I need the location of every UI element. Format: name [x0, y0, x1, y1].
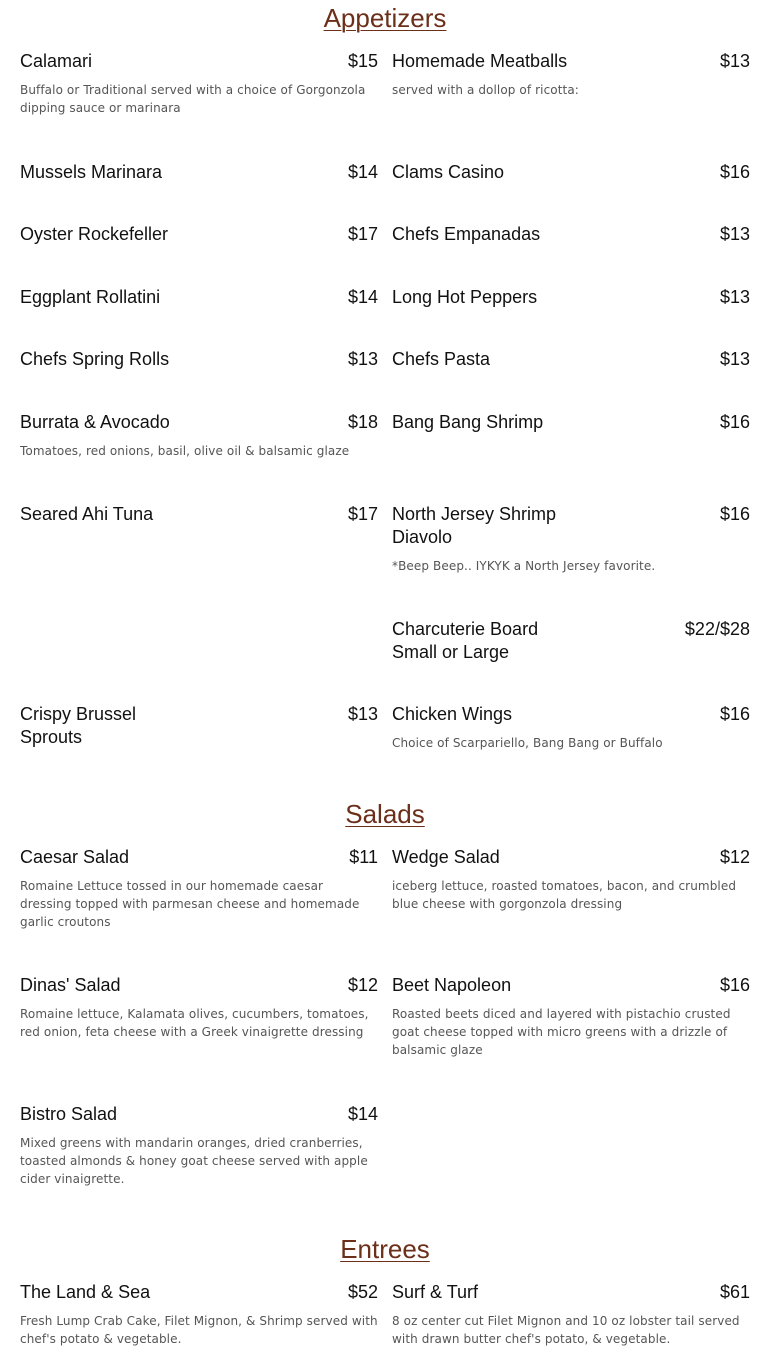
item-name: Chefs Pasta	[392, 349, 491, 369]
menu-item-beet-napoleon	[392, 974, 750, 1059]
item-price: $13	[347, 349, 378, 369]
menu-item-chefs-pasta	[392, 348, 750, 371]
item-name: Chefs Empanadas	[392, 224, 541, 244]
item-price: $13	[719, 349, 750, 369]
item-price: $14	[347, 287, 378, 307]
menu-item-bistro-salad	[20, 1103, 378, 1188]
menu-item-homemade-meatballs	[392, 50, 750, 99]
item-description: Romaine lettuce, Kalamata olives, cucumbers, tomatoes, red onion, feta cheese with a Greek vinaigrette dressing	[20, 1007, 369, 1039]
item-name: Burrata & Avocado	[20, 412, 170, 432]
menu-item-burrata-avocado	[20, 411, 378, 460]
item-price: $52	[347, 1282, 378, 1302]
item-name: Oyster Rockefeller	[20, 224, 169, 244]
item-name: Seared Ahi Tuna	[20, 504, 154, 524]
item-description: Choice of Scarpariello, Bang Bang or Buffalo	[392, 736, 663, 750]
item-name: Homemade Meatballs	[392, 51, 568, 71]
item-name: Eggplant Rollatini	[20, 287, 161, 307]
item-price: $14	[347, 162, 378, 182]
menu-item-mussels-marinara	[20, 161, 378, 184]
item-price: $17	[347, 224, 378, 244]
item-name: Charcuterie Board Small or Large	[392, 619, 539, 662]
item-price: $15	[347, 51, 378, 71]
item-price: $14	[347, 1104, 378, 1124]
item-description: Tomatoes, red onions, basil, olive oil & balsamic glaze	[20, 444, 350, 458]
item-price: $16	[719, 704, 750, 724]
item-description: Mixed greens with mandarin oranges, dried cranberries, toasted almonds & honey goat cheese served with apple cider vinaigrette.	[20, 1136, 368, 1186]
item-price: $13	[719, 287, 750, 307]
menu-item-long-hot-peppers	[392, 286, 750, 309]
menu-item-chicken-wings	[392, 703, 750, 752]
menu-item-calamari	[20, 50, 378, 117]
menu-item-chefs-empanadas	[392, 223, 750, 246]
item-price: $12	[347, 975, 378, 995]
item-name: The Land & Sea	[20, 1282, 151, 1302]
item-name: Wedge Salad	[392, 847, 500, 867]
item-name: Long Hot Peppers	[392, 287, 538, 307]
item-price: $13	[347, 704, 378, 724]
menu-item-caesar-salad	[20, 846, 378, 931]
item-description: Roasted beets diced and layered with pistachio crusted goat cheese topped with micro greens with a drizzle of balsamic glaze	[392, 1007, 731, 1057]
menu-item-eggplant-rollatini	[20, 286, 378, 309]
item-name: Chicken Wings	[392, 704, 513, 724]
item-price: $18	[347, 412, 378, 432]
item-name: North Jersey Shrimp Diavolo	[392, 504, 557, 547]
item-name: Bang Bang Shrimp	[392, 412, 544, 432]
item-name: Beet Napoleon	[392, 975, 512, 995]
item-price: $16	[719, 162, 750, 182]
menu-item-oyster-rockefeller	[20, 223, 378, 246]
menu-item-the-land-and-sea	[20, 1281, 378, 1348]
menu-item-crispy-brussel-sprouts	[20, 703, 378, 749]
item-price: $17	[347, 504, 378, 524]
item-price: $16	[719, 975, 750, 995]
item-description: Romaine Lettuce tossed in our homemade caesar dressing topped with parmesan cheese and homemade garlic croutons	[20, 879, 360, 929]
section-title-appetizers: Appetizers	[323, 3, 447, 33]
section-title-entrees: Entrees	[340, 1234, 430, 1264]
item-name: Caesar Salad	[20, 847, 130, 867]
item-price: $22/$28	[684, 619, 750, 639]
item-description: 8 oz center cut Filet Mignon and 10 oz lobster tail served with drawn butter chef's potato, & vegetable.	[392, 1314, 740, 1346]
menu-item-bang-bang-shrimp	[392, 411, 750, 434]
item-price: $12	[719, 847, 750, 867]
menu-item-seared-ahi-tuna	[20, 503, 378, 526]
item-description: *Beep Beep.. IYKYK a North Jersey favorite.	[392, 559, 656, 573]
item-name: Surf & Turf	[392, 1282, 479, 1302]
menu-item-north-jersey-shrimp-diavolo	[392, 503, 750, 575]
menu-item-charcuterie-board	[392, 618, 750, 664]
item-name: Mussels Marinara	[20, 162, 163, 182]
item-name: Calamari	[20, 51, 93, 71]
item-price: $13	[719, 51, 750, 71]
item-name: Chefs Spring Rolls	[20, 349, 170, 369]
item-description: served with a dollop of ricotta:	[392, 83, 579, 97]
item-price: $16	[719, 504, 750, 524]
item-description: Buffalo or Traditional served with a choice of Gorgonzola dipping sauce or marinara	[20, 83, 366, 115]
item-price: $61	[719, 1282, 750, 1302]
menu-item-clams-casino	[392, 161, 750, 184]
item-name: Dinas' Salad	[20, 975, 121, 995]
item-price: $13	[719, 224, 750, 244]
item-description: Fresh Lump Crab Cake, Filet Mignon, & Shrimp served with chef's potato & vegetable.	[20, 1314, 378, 1346]
menu-item-chefs-spring-rolls	[20, 348, 378, 371]
item-name: Bistro Salad	[20, 1104, 118, 1124]
menu-item-wedge-salad	[392, 846, 750, 913]
item-description: iceberg lettuce, roasted tomatoes, bacon, and crumbled blue cheese with gorgonzola dressing	[392, 879, 737, 911]
menu-item-surf-and-turf	[392, 1281, 750, 1348]
item-name: Crispy Brussel Sprouts	[20, 704, 137, 747]
menu-item-dinas-salad	[20, 974, 378, 1041]
item-name: Clams Casino	[392, 162, 505, 182]
section-title-salads: Salads	[345, 799, 425, 829]
item-price: $11	[349, 847, 378, 867]
item-price: $16	[719, 412, 750, 432]
